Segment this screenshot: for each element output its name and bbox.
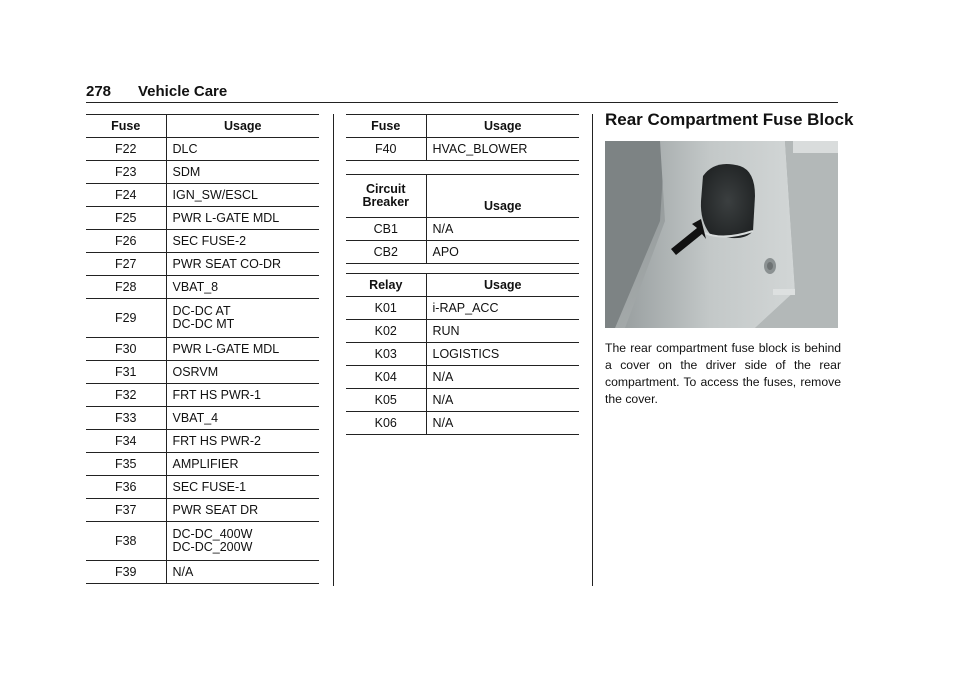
column-header-usage: Usage <box>426 115 579 138</box>
usage-line: SDM <box>172 164 201 179</box>
fuse-id-cell: F38 <box>86 522 166 561</box>
table-row <box>86 161 319 184</box>
rear-compartment-illustration <box>605 141 838 328</box>
fuse-id-cell: K06 <box>346 412 426 435</box>
fuse-id-cell: F30 <box>86 338 166 361</box>
usage-line: IGN_SW/ESCL <box>172 187 258 202</box>
column-header-fuse: Fuse <box>86 115 166 138</box>
usage-line: OSRVM <box>172 364 219 379</box>
circuit-breaker-table <box>346 174 579 264</box>
usage-line: APO <box>432 244 459 259</box>
usage-line: N/A <box>172 564 194 579</box>
column-header-usage: Usage <box>426 274 579 297</box>
rear-compartment-title: Rear Compartment Fuse Block <box>605 110 854 129</box>
table-row <box>86 430 319 453</box>
table-row <box>86 476 319 499</box>
usage-line: VBAT_8 <box>172 279 219 294</box>
usage-cell <box>426 241 579 264</box>
table-row <box>86 230 319 253</box>
fuse-id-cell: K05 <box>346 389 426 412</box>
usage-cell <box>166 476 319 499</box>
usage-line: N/A <box>432 369 454 384</box>
column-header-usage: Usage <box>166 115 319 138</box>
usage-cell <box>166 430 319 453</box>
rear-compartment-description: The rear compartment fuse block is behind a cover on the driver side of the rear compartment. To access the fuses, remove the cover. <box>605 341 841 406</box>
fuse-id-cell: F27 <box>86 253 166 276</box>
usage-line: DC-DC_400W <box>172 527 253 541</box>
usage-line: LOGISTICS <box>432 346 500 361</box>
table-row <box>346 138 579 161</box>
usage-cell <box>166 207 319 230</box>
fuse-table-2 <box>346 114 579 161</box>
usage-line: PWR SEAT CO-DR <box>172 256 282 271</box>
usage-line: FRT HS PWR-1 <box>172 387 261 402</box>
table-row <box>86 184 319 207</box>
usage-line: PWR L-GATE MDL <box>172 341 280 356</box>
relay-table-body <box>346 297 579 435</box>
table-row <box>86 522 319 561</box>
table-row <box>346 218 579 241</box>
usage-line: DLC <box>172 141 198 156</box>
usage-cell <box>166 161 319 184</box>
page-number: 278 <box>86 83 112 100</box>
usage-cell <box>166 522 319 561</box>
fuse-id-cell: F33 <box>86 407 166 430</box>
fuse-table-1 <box>86 114 319 584</box>
usage-cell <box>166 230 319 253</box>
fuse-id-cell: F31 <box>86 361 166 384</box>
table-row <box>346 241 579 264</box>
usage-line: SEC FUSE-1 <box>172 479 247 494</box>
fuse-id-cell: F23 <box>86 161 166 184</box>
usage-line: FRT HS PWR-2 <box>172 433 261 448</box>
usage-line: PWR L-GATE MDL <box>172 210 280 225</box>
usage-cell <box>166 384 319 407</box>
table-row <box>86 207 319 230</box>
fuse-id-cell: F26 <box>86 230 166 253</box>
usage-cell <box>426 320 579 343</box>
fuse-id-cell: F25 <box>86 207 166 230</box>
usage-line: N/A <box>432 221 454 236</box>
fuse-id-cell: K04 <box>346 366 426 389</box>
column-header-relay: Relay <box>346 274 426 297</box>
fuse-id-cell: CB2 <box>346 241 426 264</box>
fuse-id-cell: F34 <box>86 430 166 453</box>
column-divider-left <box>333 114 334 586</box>
table-row <box>86 338 319 361</box>
usage-cell <box>426 389 579 412</box>
fuse-id-cell: F36 <box>86 476 166 499</box>
column-header-circuit-breaker <box>346 175 426 218</box>
table-row <box>86 253 319 276</box>
usage-cell <box>426 297 579 320</box>
usage-line: AMPLIFIER <box>172 456 239 471</box>
usage-cell <box>426 218 579 241</box>
column-header-breaker: Breaker <box>362 195 410 209</box>
usage-cell <box>166 361 319 384</box>
usage-cell <box>166 276 319 299</box>
usage-line: PWR SEAT DR <box>172 502 259 517</box>
table-row <box>86 561 319 584</box>
usage-cell <box>166 407 319 430</box>
usage-cell <box>166 253 319 276</box>
fuse-table-2-body <box>346 138 579 161</box>
fuse-id-cell: CB1 <box>346 218 426 241</box>
usage-cell <box>426 138 579 161</box>
fuse-id-cell: F28 <box>86 276 166 299</box>
usage-cell <box>166 499 319 522</box>
usage-cell <box>166 453 319 476</box>
usage-cell <box>166 299 319 338</box>
fuse-id-cell: K03 <box>346 343 426 366</box>
table-row <box>86 407 319 430</box>
fuse-table-1-body <box>86 138 319 584</box>
section-title-header: Vehicle Care <box>138 83 228 100</box>
table-row <box>346 343 579 366</box>
table-row <box>86 384 319 407</box>
table-row <box>86 299 319 338</box>
usage-line: N/A <box>432 392 454 407</box>
table-row <box>86 453 319 476</box>
usage-line: DC-DC MT <box>172 317 235 331</box>
usage-line: SEC FUSE-2 <box>172 233 247 248</box>
usage-line: i-RAP_ACC <box>432 300 499 315</box>
table-row <box>346 366 579 389</box>
table-row <box>346 297 579 320</box>
table-row <box>346 389 579 412</box>
usage-cell <box>166 138 319 161</box>
table-row <box>86 138 319 161</box>
fuse-id-cell: K02 <box>346 320 426 343</box>
usage-line: VBAT_4 <box>172 410 219 425</box>
fuse-id-cell: K01 <box>346 297 426 320</box>
fuse-id-cell: F22 <box>86 138 166 161</box>
fuse-id-cell: F35 <box>86 453 166 476</box>
fuse-id-cell: F24 <box>86 184 166 207</box>
fuse-id-cell: F37 <box>86 499 166 522</box>
circuit-breaker-table-body <box>346 218 579 264</box>
usage-cell <box>166 338 319 361</box>
table-row <box>346 412 579 435</box>
usage-cell <box>426 412 579 435</box>
table-row <box>86 361 319 384</box>
usage-cell <box>166 184 319 207</box>
column-header-usage: Usage <box>426 175 579 218</box>
column-header-circuit: Circuit <box>365 182 406 196</box>
fuse-id-cell: F39 <box>86 561 166 584</box>
column-divider-right <box>592 114 593 586</box>
usage-line: RUN <box>432 323 460 338</box>
column-header-fuse: Fuse <box>346 115 426 138</box>
rear-compartment-photo <box>605 141 838 328</box>
fuse-id-cell: F29 <box>86 299 166 338</box>
table-row <box>86 499 319 522</box>
usage-line: HVAC_BLOWER <box>432 141 528 156</box>
usage-cell <box>426 343 579 366</box>
relay-table <box>346 273 579 435</box>
usage-line: DC-DC AT <box>172 304 231 318</box>
fuse-id-cell: F32 <box>86 384 166 407</box>
fuse-id-cell: F40 <box>346 138 426 161</box>
usage-line: N/A <box>432 415 454 430</box>
usage-cell <box>166 561 319 584</box>
table-row <box>346 320 579 343</box>
usage-line: DC-DC_200W <box>172 540 253 554</box>
table-row <box>86 276 319 299</box>
page-header <box>86 82 838 103</box>
usage-cell <box>426 366 579 389</box>
